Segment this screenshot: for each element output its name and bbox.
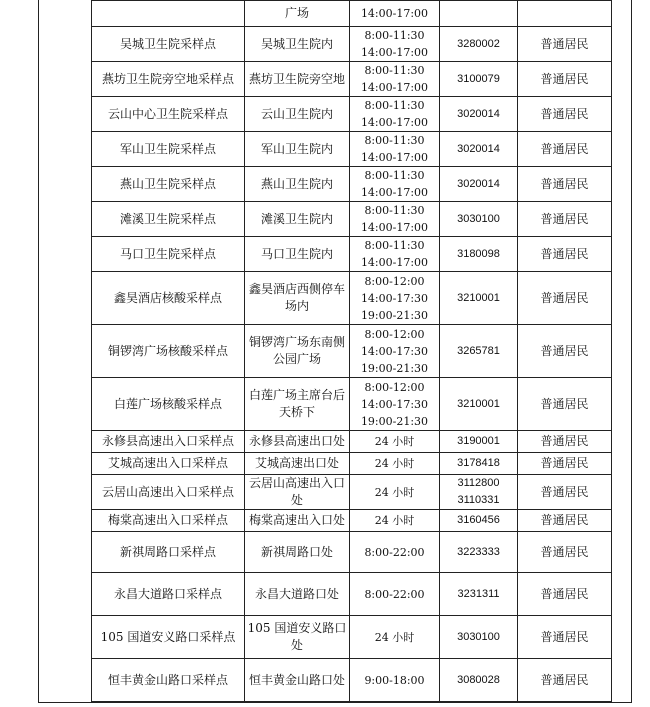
site-location-cell: 永昌大道路口处: [245, 573, 350, 616]
site-time-cell: 8:00-22:00: [350, 532, 440, 573]
table-row: [92, 272, 612, 325]
site-time-cell: 8:00-11:30 14:00-17:00: [350, 202, 440, 237]
site-name-cell: 云居山高速出入口采样点: [92, 475, 245, 510]
site-type-cell: 普通居民: [518, 237, 612, 272]
site-location-cell: 吴城卫生院内: [245, 27, 350, 62]
table-row: [92, 97, 612, 132]
site-phone-cell: 3112800 3110331: [440, 475, 518, 510]
table-row-partial: [92, 1, 612, 27]
site-name-cell: 军山卫生院采样点: [92, 132, 245, 167]
site-type-cell: 普通居民: [518, 616, 612, 659]
site-name-cell: 马口卫生院采样点: [92, 237, 245, 272]
site-phone-cell: [440, 1, 518, 27]
site-type-cell: 普通居民: [518, 453, 612, 475]
site-name-cell: 吴城卫生院采样点: [92, 27, 245, 62]
site-phone-cell: 3020014: [440, 97, 518, 132]
site-time-cell: 9:00-18:00: [350, 659, 440, 702]
site-location-cell: 鑫昊酒店西侧停车场内: [245, 272, 350, 325]
table-row: [92, 475, 612, 510]
site-time-cell: 8:00-12:00 14:00-17:30 19:00-21:30: [350, 272, 440, 325]
site-location-cell: 恒丰黄金山路口处: [245, 659, 350, 702]
site-location-cell: 艾城高速出口处: [245, 453, 350, 475]
site-type-cell: 普通居民: [518, 510, 612, 532]
site-location-cell: 新祺周路口处: [245, 532, 350, 573]
site-phone-cell: 3080028: [440, 659, 518, 702]
table-row: [92, 202, 612, 237]
site-time-cell: 24 小时: [350, 475, 440, 510]
site-time-cell: 24 小时: [350, 453, 440, 475]
site-time-cell: 8:00-11:30 14:00-17:00: [350, 132, 440, 167]
site-type-cell: 普通居民: [518, 475, 612, 510]
site-name-cell: 105 国道安义路口采样点: [92, 616, 245, 659]
site-time-cell: 14:00-17:00: [350, 1, 440, 27]
site-location-cell: 云居山高速出入口处: [245, 475, 350, 510]
site-location-cell: 马口卫生院内: [245, 237, 350, 272]
site-type-cell: 普通居民: [518, 62, 612, 97]
site-name-cell: 恒丰黄金山路口采样点: [92, 659, 245, 702]
table-row: [92, 378, 612, 431]
site-name-cell: 艾城高速出入口采样点: [92, 453, 245, 475]
site-time-cell: 24 小时: [350, 510, 440, 532]
site-time-cell: 8:00-12:00 14:00-17:30 19:00-21:30: [350, 325, 440, 378]
site-location-cell: 燕坊卫生院旁空地: [245, 62, 350, 97]
site-type-cell: 普通居民: [518, 532, 612, 573]
site-time-cell: 8:00-11:30 14:00-17:00: [350, 167, 440, 202]
site-location-cell: 云山卫生院内: [245, 97, 350, 132]
site-name-cell: 燕坊卫生院旁空地采样点: [92, 62, 245, 97]
table-row: [92, 616, 612, 659]
table-row: [92, 27, 612, 62]
site-phone-cell: 3210001: [440, 272, 518, 325]
site-name-cell: 云山中心卫生院采样点: [92, 97, 245, 132]
site-time-cell: 8:00-11:30 14:00-17:00: [350, 237, 440, 272]
site-name-cell: 新祺周路口采样点: [92, 532, 245, 573]
table-row: [92, 62, 612, 97]
site-time-cell: 24 小时: [350, 616, 440, 659]
site-type-cell: 普通居民: [518, 431, 612, 453]
site-name-cell: 永修县高速出入口采样点: [92, 431, 245, 453]
site-location-cell: 105 国道安义路口处: [245, 616, 350, 659]
table-row: [92, 510, 612, 532]
table-row: [92, 237, 612, 272]
site-time-cell: 8:00-11:30 14:00-17:00: [350, 97, 440, 132]
site-phone-cell: 3030100: [440, 616, 518, 659]
site-type-cell: 普通居民: [518, 202, 612, 237]
site-time-cell: 8:00-11:30 14:00-17:00: [350, 27, 440, 62]
site-time-cell: 8:00-12:00 14:00-17:30 19:00-21:30: [350, 378, 440, 431]
site-location-cell: 铜锣湾广场东南侧公园广场: [245, 325, 350, 378]
site-type-cell: 普通居民: [518, 27, 612, 62]
site-type-cell: 普通居民: [518, 132, 612, 167]
site-type-cell: 普通居民: [518, 378, 612, 431]
site-phone-cell: 3280002: [440, 27, 518, 62]
site-type-cell: 普通居民: [518, 573, 612, 616]
site-phone-cell: 3020014: [440, 132, 518, 167]
site-location-cell: 白莲广场主席台后天桥下: [245, 378, 350, 431]
site-phone-cell: 3100079: [440, 62, 518, 97]
site-time-cell: 8:00-11:30 14:00-17:00: [350, 62, 440, 97]
table-row: [92, 532, 612, 573]
site-phone-cell: 3265781: [440, 325, 518, 378]
table-row: [92, 325, 612, 378]
site-phone-cell: 3178418: [440, 453, 518, 475]
site-type-cell: 普通居民: [518, 167, 612, 202]
site-type-cell: 普通居民: [518, 97, 612, 132]
site-location-cell: 滩溪卫生院内: [245, 202, 350, 237]
table-row: [92, 659, 612, 702]
table-row: [92, 132, 612, 167]
site-name-cell: 白莲广场核酸采样点: [92, 378, 245, 431]
site-name-cell: 滩溪卫生院采样点: [92, 202, 245, 237]
site-type-cell: 普通居民: [518, 272, 612, 325]
site-location-cell: 广场: [245, 1, 350, 27]
site-phone-cell: 3160456: [440, 510, 518, 532]
site-phone-cell: 3180098: [440, 237, 518, 272]
site-location-cell: 军山卫生院内: [245, 132, 350, 167]
site-location-cell: 永修县高速出口处: [245, 431, 350, 453]
site-phone-cell: 3020014: [440, 167, 518, 202]
site-phone-cell: 3210001: [440, 378, 518, 431]
site-name-cell: 铜锣湾广场核酸采样点: [92, 325, 245, 378]
table-row: [92, 573, 612, 616]
site-phone-cell: 3030100: [440, 202, 518, 237]
site-name-cell: 永昌大道路口采样点: [92, 573, 245, 616]
site-location-cell: 梅棠高速出入口处: [245, 510, 350, 532]
site-name-cell: 梅棠高速出入口采样点: [92, 510, 245, 532]
site-name-cell: 鑫昊酒店核酸采样点: [92, 272, 245, 325]
site-phone-cell: 3223333: [440, 532, 518, 573]
table-row: [92, 453, 612, 475]
site-type-cell: 普通居民: [518, 659, 612, 702]
site-type-cell: [518, 1, 612, 27]
site-phone-cell: 3231311: [440, 573, 518, 616]
site-phone-cell: 3190001: [440, 431, 518, 453]
site-time-cell: 24 小时: [350, 431, 440, 453]
table-row: [92, 167, 612, 202]
site-location-cell: 燕山卫生院内: [245, 167, 350, 202]
table-row: [92, 431, 612, 453]
site-name-cell: [92, 1, 245, 27]
site-time-cell: 8:00-22:00: [350, 573, 440, 616]
sampling-sites-table: [91, 0, 612, 702]
site-name-cell: 燕山卫生院采样点: [92, 167, 245, 202]
site-type-cell: 普通居民: [518, 325, 612, 378]
